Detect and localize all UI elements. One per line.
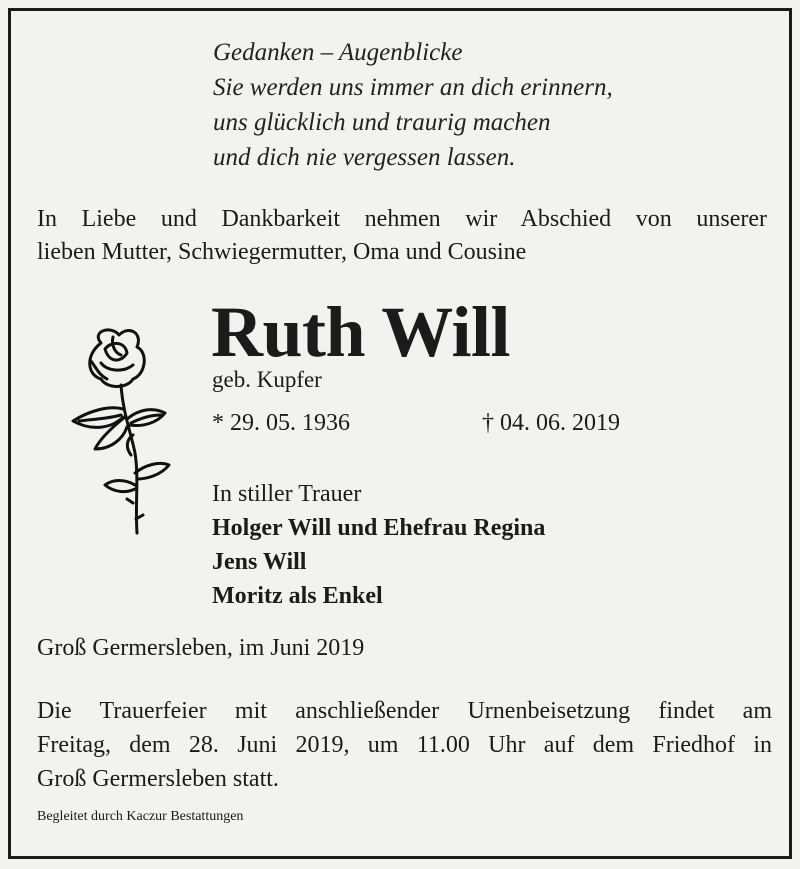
funeral-line: Groß Germersleben statt. [37, 766, 279, 792]
poem-line: Sie werden uns immer an dich erinnern, [213, 74, 613, 101]
obituary-card [8, 8, 792, 859]
mourner-name: Jens Will [212, 549, 307, 575]
place-date: Groß Germersleben, im Juni 2019 [37, 635, 365, 661]
mourners [212, 477, 545, 613]
mourner-name: Moritz als Enkel [212, 583, 383, 609]
poem-line: Gedanken – Augenblicke [213, 39, 463, 66]
funeral-line: Freitag, dem 28. Juni 2019, um 11.00 Uhr auf dem Friedhof in [37, 732, 772, 758]
funeral-notice [37, 694, 772, 796]
rose-icon [61, 323, 171, 538]
death-date: † 04. 06. 2019 [482, 410, 620, 436]
maiden-name: geb. Kupfer [212, 367, 322, 392]
intro-line: lieben Mutter, Schwiegermutter, Oma und Cousine [37, 239, 527, 265]
mourners-heading: In stiller Trauer [212, 481, 362, 507]
mourner-name: Holger Will und Ehefrau Regina [212, 515, 546, 541]
undertaker-credit: Begleitet durch Kaczur Bestattungen [37, 809, 244, 824]
funeral-line: Die Trauerfeier mit anschließender Urnenbeisetzung findet am [37, 698, 772, 724]
birth-date: * 29. 05. 1936 [212, 410, 350, 436]
intro-text [37, 203, 767, 269]
poem-line: uns glücklich und traurig machen [213, 109, 551, 136]
deceased-name: Ruth Will [211, 292, 510, 372]
poem-line: und dich nie vergessen lassen. [213, 144, 516, 171]
poem [213, 35, 613, 175]
intro-line: In Liebe und Dankbarkeit nehmen wir Abschied von unserer [37, 206, 767, 232]
